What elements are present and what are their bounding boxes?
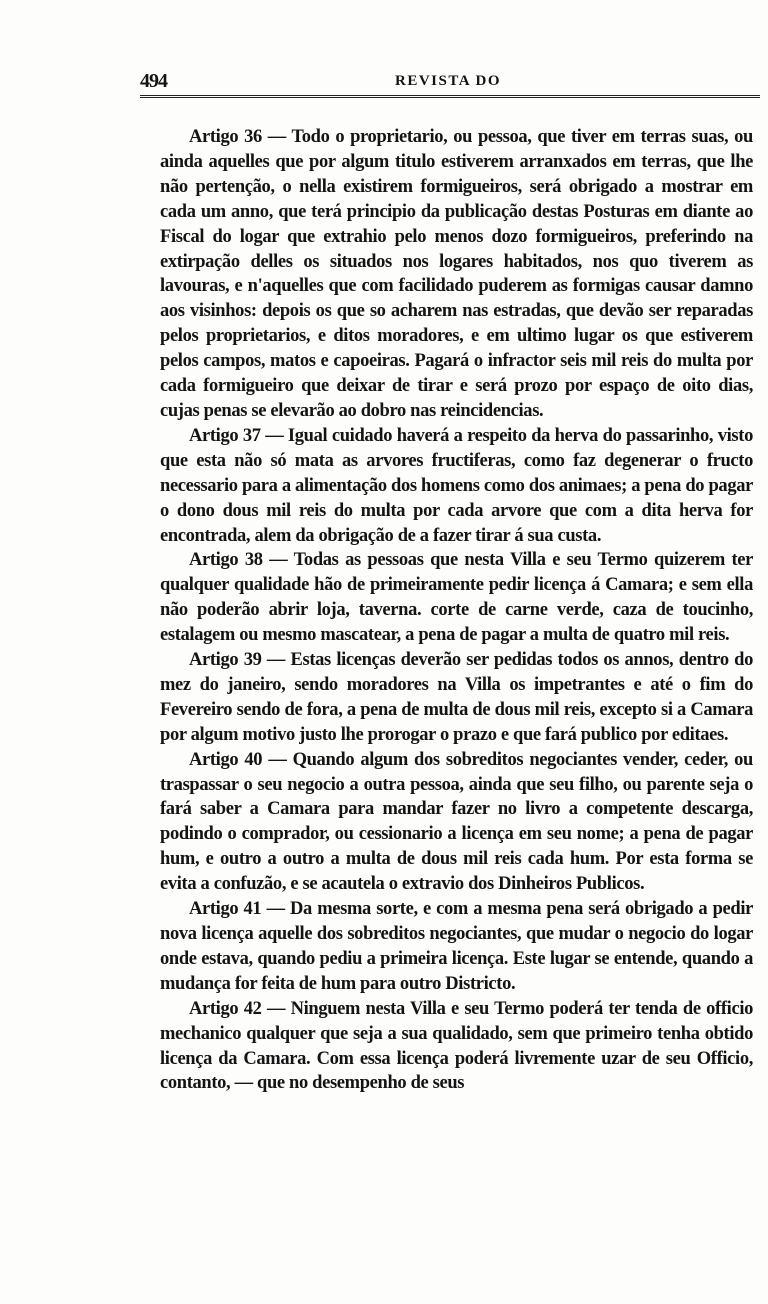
article-38 [160,548,753,648]
article-number: Artigo 42 [189,998,262,1019]
article-40 [160,748,753,897]
article-number: Artigo 37 [189,425,261,446]
article-number: Artigo 41 [189,899,262,920]
article-body: — Igual cuidado haverá a respeito da herva do passarinho, visto que esta não só mata as arvores fructiferas, como faz degenerar o fructo necessario para a alimentação dos homens como dos animaes; a pena do pagar o dono dous mil reis do multa por cada arvore que com a dita herva for encontrada, alem da obrigação de a fazer tirar á sua custa. [160,425,753,546]
running-title: REVISTA DO [395,73,501,89]
article-body: — Todas as pessoas que nesta Villa e seu Termo quizerem ter qualquer qualidade hão de primeiramente pedir licença á Camara; e sem ella não poderão abrir loja, taverna. corte de carne verde, caza de toucinho, estalagem ou mesmo mascatear, a pena de pagar a multa de quatro mil reis. [160,550,753,646]
page-header [140,70,760,96]
article-37 [160,424,753,549]
article-body: — Da mesma sorte, e com a mesma pena será obrigado a pedir nova licença aquelle dos sobreditos negociantes, que mudar o negocio do logar onde estava, quando pediu a primeira licença. Este lugar se entende, quando a mudança for feita de hum para outro Districto. [160,899,753,994]
article-body: — Quando algum dos sobreditos negociantes vender, ceder, ou traspassar o seu negocio a outra pessoa, ainda que seu filho, ou parente seja o fará saber a Camara para mandar fazer no livro a competente descarga, podindo o comprador, ou cessionario a licença em seu nome; a pena de pagar hum, e outro a outro a multa de dous mil reis cada hum. Por esta forma se evita a confuzão, e se acautela o extravio dos Dinheiros Publicos. [160,749,753,895]
article-number: Artigo 39 [189,650,262,671]
header-rule [140,95,760,98]
article-41 [160,897,753,997]
article-number: Artigo 36 [189,127,262,147]
article-body: — Estas licenças deverão ser pedidas todos os annos, dentro do mez do janeiro, sendo moradores na Villa os impetrantes e até o fim do Fevereiro sendo de fora, a pena de multa de dous mil reis, excepto si a Camara por algum motivo justo lhe prorogar o prazo e que fará publico por editaes. [160,650,753,745]
article-text-block [160,125,753,1275]
article-number: Artigo 38 [189,550,263,571]
article-body: — Ninguem nesta Villa e seu Termo poderá ter tenda de officio mechanico qualquer que seja a sua qualidado, sem que primeiro tenha obtido licença da Camara. Com essa licença poderá livremente uzar de seu Officio, contanto, — que no desempenho de seus [160,998,753,1094]
article-36 [160,125,753,424]
article-42 [160,997,753,1097]
article-body: — Todo o proprietario, ou pessoa, que tiver em terras suas, ou ainda aquelles que por algum titulo estiverem arranxados em terras, que lhe não pertenção, o nella existirem formigueiros, será obrigado a mostrar em cada um anno, que terá principio da publicação destas Posturas em diante ao Fiscal do logar que extrahio pelo menos dozo formigueiros, preferindo na extirpação delles os situados nos logares habitados, nos quo tiverem as lavouras, e n'aquelles que com facilidado puderem as formigas causar damno aos visinhos: depois os que so acharem nas estradas, que devão ser reparadas pelos proprietarios, e ditos moradores, e em ultimo lugar os que estiverem pelos campos, matos e capoeiras. Pagará o infractor seis mil reis do multa por cada formigueiro que deixar de tirar e será prozo por espaço de oito dias, cujas penas se elevarão ao dobro nas reincidencias. [160,127,753,421]
article-39 [160,648,753,748]
article-number: Artigo 40 [189,749,263,770]
page-number: 494 [140,70,167,92]
